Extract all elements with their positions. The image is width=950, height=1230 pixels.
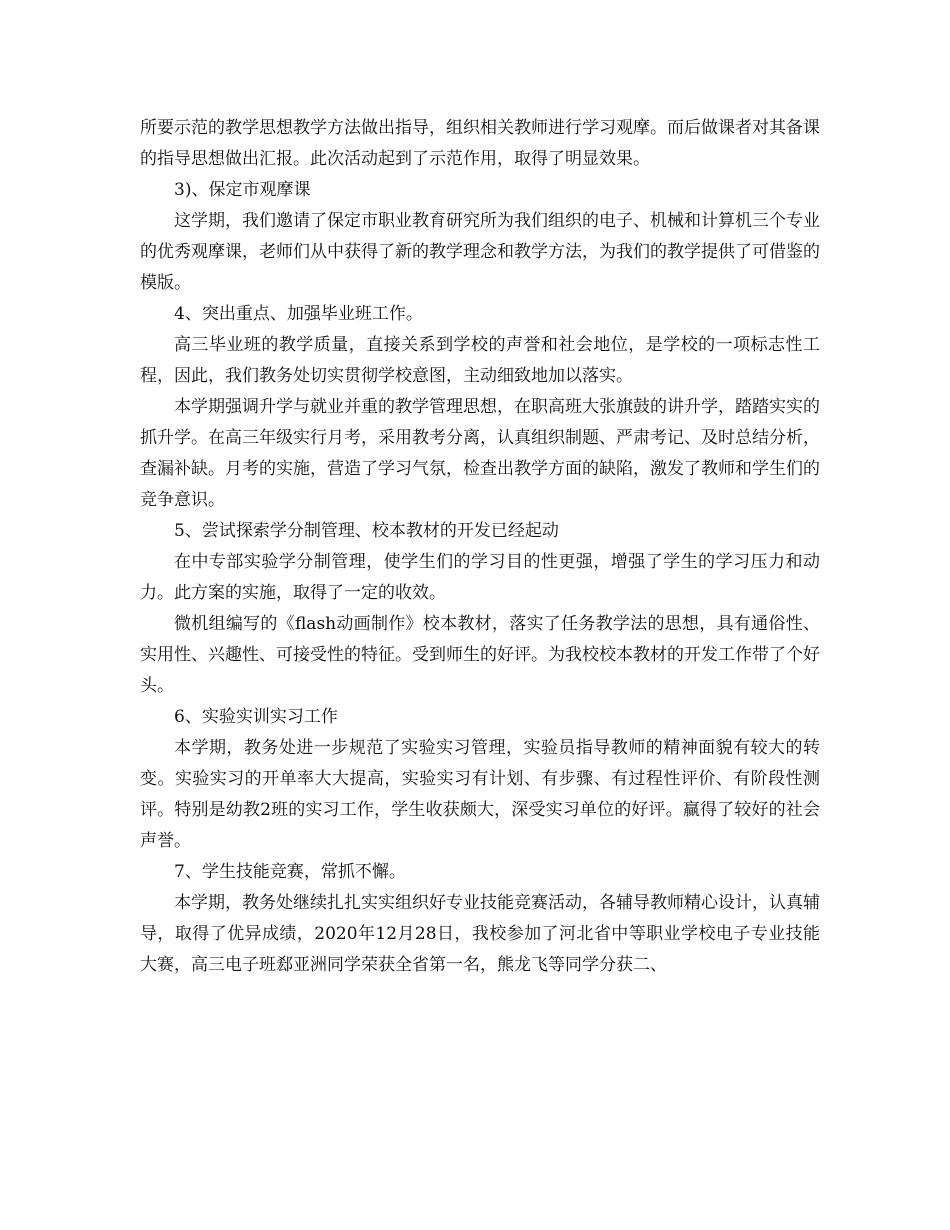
paragraph-9: 微机组编写的《flash动画制作》校本教材，落实了任务教学法的思想，具有通俗性、实用性、兴趣性、可接受性的特征。受到师生的好评。为我校校本教材的开发工作带了个好头。: [140, 614, 820, 696]
heading-3-observation-class: 3)、保定市观摩课: [174, 180, 311, 200]
document-page: [140, 113, 820, 981]
paragraph-6: 本学期强调升学与就业并重的教学管理思想，在职高班大张旗鼓的讲升学，踏踏实实的抓升学。在高三年级实行月考，采用教考分离，认真组织制题、严肃考记、及时总结分析，查漏补缺。月考的实施，营造了学习气氛，检查出教学方面的缺陷，激发了教师和学生们的竞争意识。: [140, 397, 820, 510]
paragraph-5: 高三毕业班的教学质量，直接关系到学校的声誉和社会地位，是学校的一项标志性工程，因此，我们教务处切实贯彻学校意图，主动细致地加以落实。: [140, 335, 820, 386]
paragraph-13: 本学期，教务处继续扎扎实实组织好专业技能竞赛活动，各辅导教师精心设计，认真辅导，取得了优异成绩，2020年12月28日，我校参加了河北省中等职业学校电子专业技能大赛，高三电子班郄亚洲同学荣获全省第一名，熊龙飞等同学分获二、: [140, 893, 820, 975]
paragraph-8: 在中专部实验学分制管理，使学生们的学习目的性更强，增强了学生的学习压力和动力。此方案的实施，取得了一定的收效。: [140, 552, 820, 603]
heading-4-graduating-class: 4、突出重点、加强毕业班工作。: [174, 304, 423, 324]
paragraph-11: 本学期，教务处进一步规范了实验实习管理，实验员指导教师的精神面貌有较大的转变。实验实习的开单率大大提高，实验实习有计划、有步骤、有过程性评价、有阶段性测评。特别是幼教2班的实习工作，学生收获颇大，深受实习单位的好评。赢得了较好的社会声誉。: [140, 738, 820, 851]
heading-5-credit-system: 5、尝试探索学分制管理、校本教材的开发已经起动: [174, 521, 559, 541]
paragraph-3: 这学期，我们邀请了保定市职业教育研究所为我们组织的电子、机械和计算机三个专业的优秀观摩课，老师们从中获得了新的教学理念和教学方法，为我们的教学提供了可借鉴的模版。: [140, 211, 820, 293]
heading-7-skill-competition: 7、学生技能竞赛，常抓不懈。: [174, 862, 406, 882]
heading-6-practical-training: 6、实验实训实习工作: [174, 707, 338, 727]
paragraph-1: 所要示范的教学思想教学方法做出指导，组织相关教师进行学习观摩。而后做课者对其备课的指导思想做出汇报。此次活动起到了示范作用，取得了明显效果。: [140, 118, 820, 169]
